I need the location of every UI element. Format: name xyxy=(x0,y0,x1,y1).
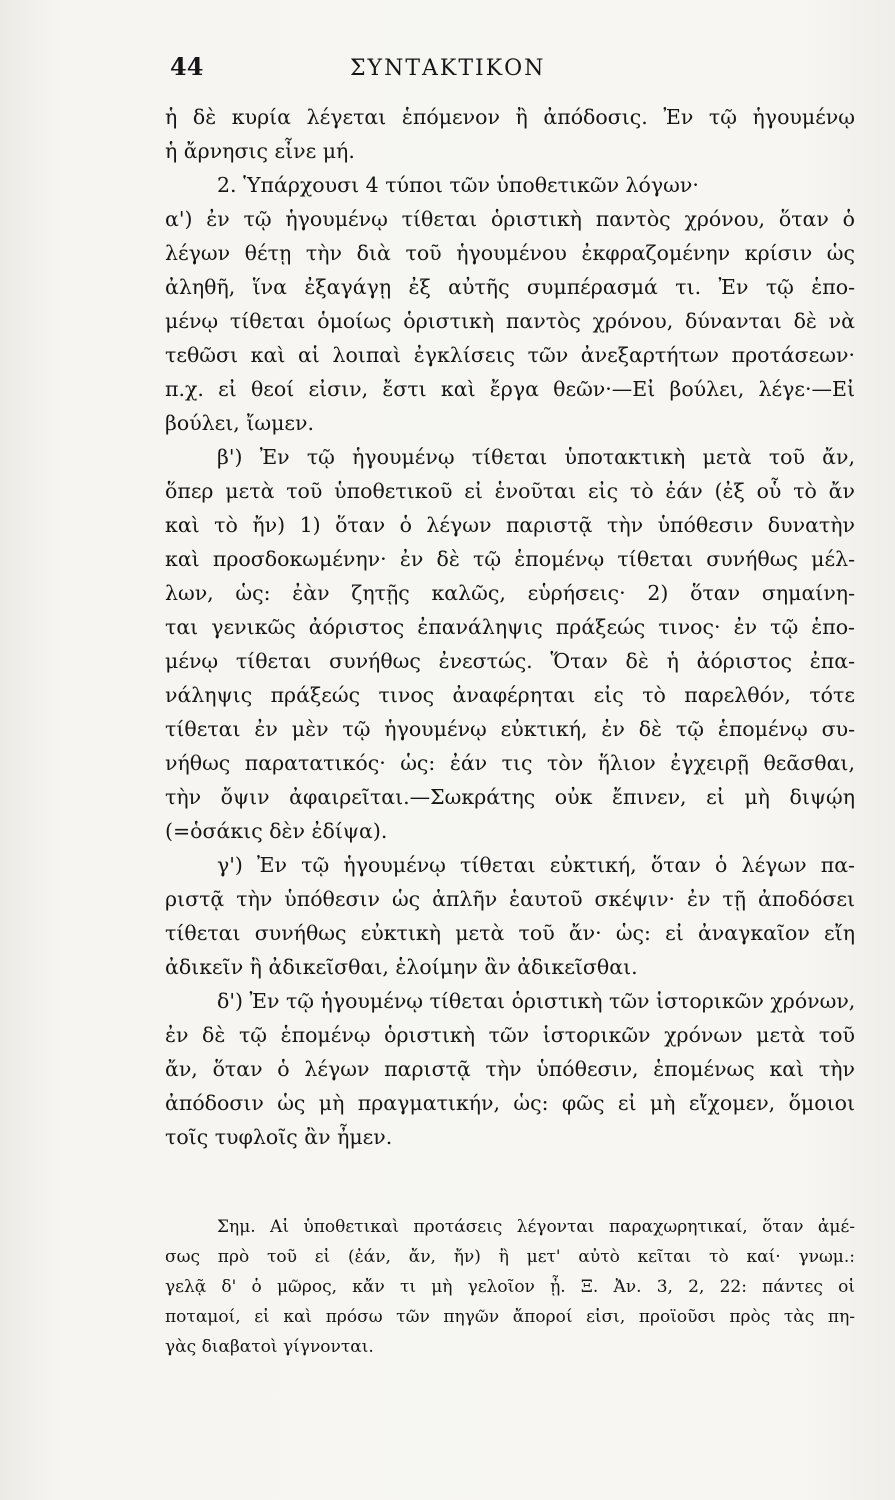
text-line: ριστᾷ τὴν ὑπόθεσιν ὡς ἁπλῆν ἑαυτοῦ σκέψιν· ἐν τῇ ἀποδόσει xyxy=(165,887,855,911)
text-line: τοῖς τυφλοῖς ἂν ἦμεν. xyxy=(165,1125,393,1149)
text-line: ἀληθῆ, ἵνα ἐξαγάγῃ ἐξ αὐτῆς συμπέρασμά τι. Ἐν τῷ ἑπο- xyxy=(165,275,855,299)
text-line: νήθως παρατατικός· ὡς: ἐάν τις τὸν ἥλιον ἐγχειρῇ θεᾶσθαι, xyxy=(165,751,855,775)
text-line: α') ἐν τῷ ἡγουμένῳ τίθεται ὁριστικὴ παντὸς χρόνου, ὅταν ὁ xyxy=(165,207,855,231)
text-line: ἐν δὲ τῷ ἑπομένῳ ὁριστικὴ τῶν ἱστορικῶν χρόνων μετὰ τοῦ xyxy=(165,1023,855,1047)
note-line: σως πρὸ τοῦ εἰ (ἐάν, ἄν, ἤν) ἢ μετ' αὐτὸ κεῖται τὸ καί· γνωμ.: xyxy=(165,1247,855,1267)
text-line: νάληψις πράξεώς τινος ἀναφέρηται εἰς τὸ παρελθόν, τότε xyxy=(165,683,855,707)
note-line: ποταμοί, εἰ καὶ πρόσω τῶν πηγῶν ἄποροί εἰσι, προϊοῦσι πρὸς τὰς πη- xyxy=(165,1307,855,1327)
text-line: λων, ὡς: ἐὰν ζητῇς καλῶς, εὑρήσεις· 2) ὅταν σημαίνη- xyxy=(165,581,855,605)
text-line: β') Ἐν τῷ ἡγουμένῳ τίθεται ὑποτακτικὴ μετὰ τοῦ ἄν, xyxy=(217,445,855,469)
text-line: ὅπερ μετὰ τοῦ ὑποθετικοῦ εἰ ἑνοῦται εἰς τὸ ἐάν (ἐξ οὗ τὸ ἄν xyxy=(165,479,855,503)
note-line: Σημ. Αἱ ὑποθετικαὶ προτάσεις λέγονται παραχωρητικαί, ὅταν ἀμέ- xyxy=(217,1217,855,1237)
text-line: π.χ. εἰ θεοί εἰσιν, ἔστι καὶ ἔργα θεῶν·—Εἰ βούλει, λέγε·—Εἰ xyxy=(165,377,855,401)
note-line: γελᾷ δ' ὁ μῶρος, κἄν τι μὴ γελοῖον ᾖ. Ξ. Ἀν. 3, 2, 22: πάντες οἱ xyxy=(165,1277,855,1297)
text-line: ἀπόδοσιν ὡς μὴ πραγματικήν, ὡς: φῶς εἰ μὴ εἴχομεν, ὅμοιοι xyxy=(165,1091,855,1115)
text-line: καὶ προσδοκωμένην· ἐν δὲ τῷ ἑπομένῳ τίθεται συνήθως μέλ- xyxy=(165,547,855,571)
running-title: ΣΥΝΤΑΚΤΙΚΟΝ xyxy=(350,56,546,81)
text-line: δ') Ἐν τῷ ἡγουμένῳ τίθεται ὁριστικὴ τῶν ἱστορικῶν χρόνων, xyxy=(217,989,856,1013)
text-line: (=ὁσάκις δὲν ἐδίψα). xyxy=(165,819,388,843)
main-text xyxy=(165,100,855,1154)
text-line: γ') Ἐν τῷ ἡγουμένῳ τίθεται εὐκτική, ὅταν ὁ λέγων πα- xyxy=(217,853,855,877)
page-number: 44 xyxy=(170,52,204,81)
text-line: ἀδικεῖν ἢ ἀδικεῖσθαι, ἑλοίμην ἂν ἀδικεῖσθαι. xyxy=(165,955,638,979)
text-line: ται γενικῶς ἀόριστος ἐπανάληψις πράξεώς τινος· ἐν τῷ ἑπο- xyxy=(165,615,855,639)
text-line: λέγων θέτῃ τὴν διὰ τοῦ ἡγουμένου ἐκφραζομένην κρίσιν ὡς xyxy=(165,241,855,265)
text-line: ἡ ἄρνησις εἶνε μή. xyxy=(165,139,355,163)
text-line: ἄν, ὅταν ὁ λέγων παριστᾷ τὴν ὑπόθεσιν, ἑπομένως καὶ τὴν xyxy=(165,1057,855,1081)
text-line: τίθεται ἐν μὲν τῷ ἡγουμένῳ εὐκτική, ἐν δὲ τῷ ἑπομένῳ συ- xyxy=(165,717,855,741)
text-line: βούλει, ἴωμεν. xyxy=(165,411,315,435)
note-line: γὰς διαβατοὶ γίγνονται. xyxy=(165,1337,374,1357)
page-header xyxy=(170,52,860,92)
text-line: τεθῶσι καὶ αἱ λοιπαὶ ἐγκλίσεις τῶν ἀνεξαρτήτων προτάσεων· xyxy=(165,343,855,367)
text-line: καὶ τὸ ἤν) 1) ὅταν ὁ λέγων παριστᾷ τὴν ὑπόθεσιν δυνατὴν xyxy=(165,513,855,537)
text-line: μένῳ τίθεται συνήθως ἐνεστώς. Ὅταν δὲ ἡ ἀόριστος ἐπα- xyxy=(165,649,855,673)
text-line: 2. Ὑπάρχουσι 4 τύποι τῶν ὑποθετικῶν λόγων· xyxy=(217,173,699,197)
footnote-remark xyxy=(165,1212,855,1362)
text-line: ἡ δὲ κυρία λέγεται ἑπόμενον ἢ ἀπόδοσις. Ἐν τῷ ἡγουμένῳ xyxy=(165,105,855,129)
text-line: τὴν ὄψιν ἀφαιρεῖται.—Σωκράτης οὐκ ἔπινεν, εἰ μὴ διψῴη xyxy=(165,785,855,809)
text-line: τίθεται συνήθως εὐκτικὴ μετὰ τοῦ ἄν· ὡς: εἰ ἀναγκαῖον εἴη xyxy=(165,921,855,945)
text-line: μένῳ τίθεται ὁμοίως ὁριστικὴ παντὸς χρόνου, δύνανται δὲ νὰ xyxy=(165,309,855,333)
